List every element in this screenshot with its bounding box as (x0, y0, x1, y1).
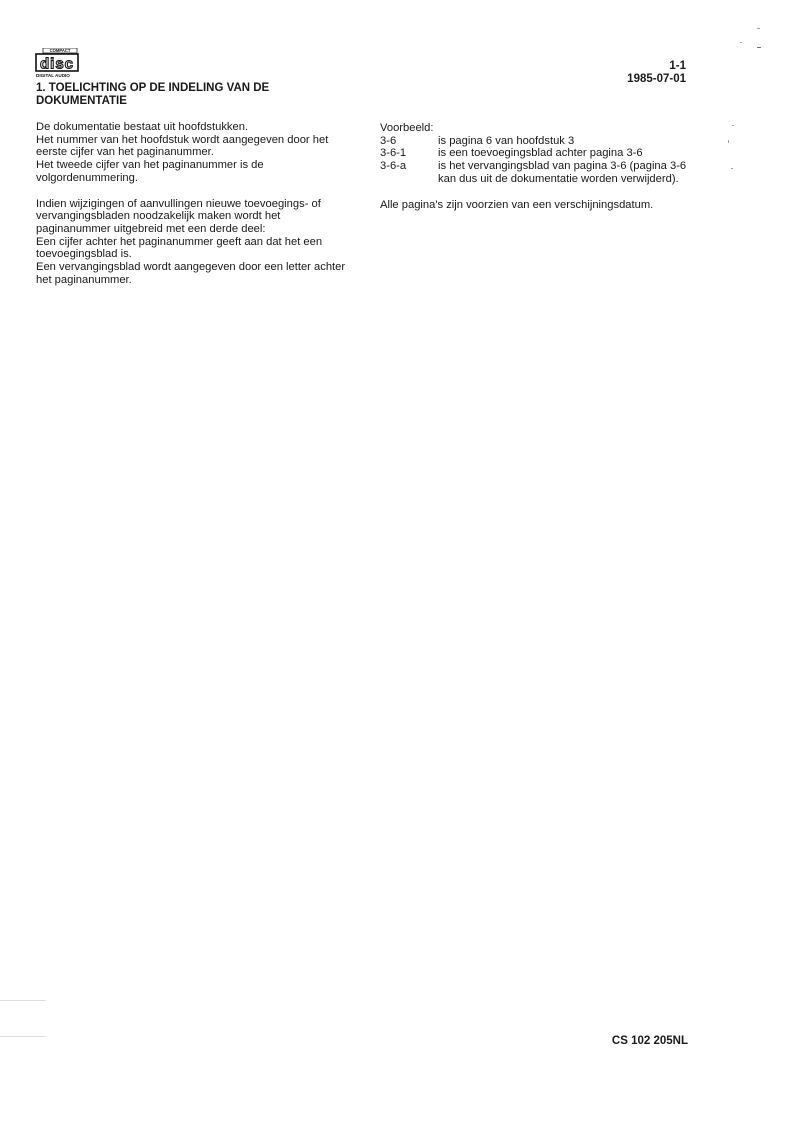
scan-speck (0, 1000, 46, 1001)
compact-disc-logo-icon (35, 48, 79, 78)
example-row (380, 135, 700, 148)
example-description: is het vervangingsblad van pagina 3-6 (pagina 3-6 kan dus uit de dokumentatie worden verwijderd). (438, 160, 687, 185)
example-code: 3-6-a (380, 160, 407, 173)
paragraph-spacer (36, 185, 346, 198)
changes-paragraph: Indien wijzigingen of aanvullingen nieuwe toevoegings- of vervangingsbladen noodzakelijk maken wordt het paginanummer uitgebreid met een derde deel: Een cijfer achter het paginanummer geeft aan dat het een toevoegingsblad is. Een vervangingsblad wordt aangegeven door een letter achter het paginanummer. (36, 197, 346, 286)
scan-speck (0, 1036, 46, 1037)
section-heading: 1. TOELICHTING OP DE INDELING VAN DE DOKUMENTATIE (36, 82, 270, 107)
logo-main-text: disc (39, 55, 75, 73)
example-description: is een toevoegingsblad achter pagina 3-6 (438, 147, 643, 160)
example-row (380, 147, 700, 160)
logo-bottom-text: DIGITAL AUDIO (36, 73, 70, 78)
paragraph-spacer (380, 186, 700, 199)
scan-speck (740, 42, 742, 43)
scan-speck (728, 140, 729, 143)
scan-speck (732, 125, 734, 126)
example-row (380, 160, 700, 185)
left-column (36, 121, 346, 286)
example-code: 3-6-1 (380, 147, 407, 160)
page-identifier (627, 60, 686, 86)
document-code: CS 102 205NL (611, 1035, 688, 1047)
example-description: is pagina 6 van hoofdstuk 3 (438, 134, 575, 147)
page-date: 1985-07-01 (627, 73, 686, 85)
logo-top-text: COMPACT (49, 48, 71, 54)
example-label: Voorbeeld: (380, 122, 434, 134)
right-column (380, 122, 700, 211)
scan-speck (757, 47, 761, 48)
page-number: 1-1 (669, 60, 686, 72)
intro-paragraph: De dokumentatie bestaat uit hoofdstukken. Het nummer van het hoofdstuk wordt aangegeven door het eerste cijfer van het paginanummer. Het tweede cijfer van het paginanummer is de volgordenummering. (36, 121, 329, 184)
date-note: Alle pagina's zijn voorzien van een verschijningsdatum. (380, 198, 654, 211)
scan-speck (757, 28, 760, 29)
example-code: 3-6 (380, 134, 397, 147)
compact-disc-logo (35, 48, 79, 78)
scan-speck (731, 168, 733, 169)
